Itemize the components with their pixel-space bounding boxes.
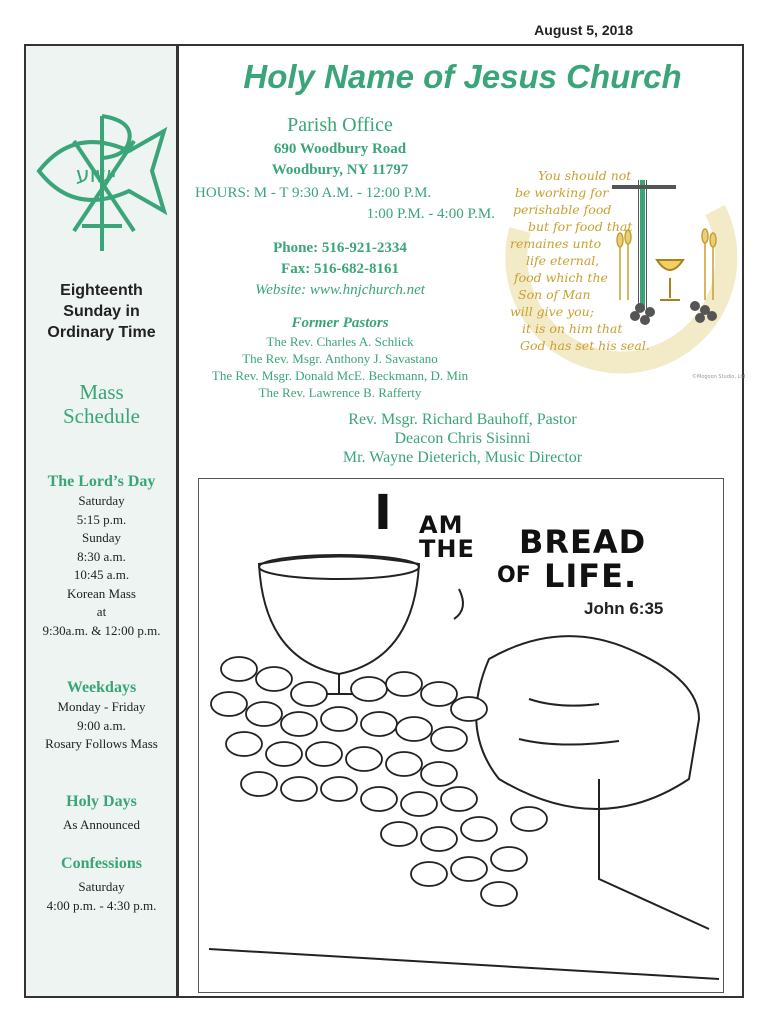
clergy-list [270,410,655,467]
parish-office [190,113,490,181]
svg-text:but for food that: but for food that [528,219,633,234]
pastor: Rev. Msgr. Richard Bauhoff, Pastor [348,411,577,428]
headline-am: AM [419,511,464,539]
former-pastor: The Rev. Lawrence B. Rafferty [258,385,422,400]
svg-text:P: P [119,116,121,117]
address-line-1: 690 Woodbury Road [273,141,407,157]
holy-days-section: Holy Days As Announced [63,793,140,832]
parish-office-heading: Parish Office [287,114,393,136]
eucharist-verse-illustration [500,140,746,390]
svg-text:Son of Man: Son of Man [518,287,591,302]
headline-of: OF [497,563,531,588]
svg-text:You should not: You should not [538,168,632,183]
grape-cluster [211,657,547,906]
mass-schedule-heading: Mass Schedule [63,380,140,428]
sidebar [24,44,179,998]
headline-life: LIFE. [544,557,638,595]
weekdays-section: Weekdays Monday - Friday 9:00 a.m. Rosary Follows Mass [45,679,158,751]
former-pastor: The Rev. Msgr. Anthony J. Savastano [242,351,438,366]
svg-text:will give you;: will give you; [510,304,594,319]
svg-text:©Mogoon Studio, Ltd: ©Mogoon Studio, Ltd [692,374,746,380]
website-link[interactable]: Website: www.hnjchurch.net [255,282,425,298]
lords-day-section: The Lord’s Day Saturday 5:15 p.m. Sunday 8:30 a.m. 10:45 a.m. Korean Mass at 9:30a.m. & 12:00 p.m. [42,473,161,638]
svg-text:it is on him that: it is on him that [522,321,623,336]
chi-rho-fish-icon [34,86,169,256]
headline-i: I [374,485,392,541]
bread-of-life-artwork [198,478,724,993]
bulletin-date: August 5, 2018 [534,22,633,38]
headline-bread: BREAD [519,523,647,561]
svg-text:remaines unto: remaines unto [510,236,602,251]
music-director: Mr. Wayne Dieterich, Music Director [342,449,583,466]
svg-text:food which the: food which the [514,270,608,285]
svg-text:ישוע: ישוע [75,163,117,188]
svg-text:be working for: be working for [515,185,609,200]
contact-info [190,238,490,301]
phone: Phone: 516-921-2334 [273,240,407,256]
chalice-icon [657,260,683,300]
confessions-section: Confessions Saturday 4:00 p.m. - 4:30 p.m. [46,855,157,913]
headline-the: THE [419,535,475,563]
svg-text:God has set his seal.: God has set his seal. [520,338,650,353]
deacon: Deacon Chris Sisinni [394,430,531,447]
liturgical-day: Eighteenth Sunday in Ordinary Time [47,282,156,341]
office-hours: HOURS: M - T 9:30 A.M. - 12:00 P.M. 1:00 P.M. - 4:00 P.M. [195,185,495,222]
address-line-2: Woodbury, NY 11797 [271,162,409,178]
church-title: Holy Name of Jesus Church [243,58,682,95]
scripture-reference: John 6:35 [584,599,664,618]
svg-text:life eternal,: life eternal, [526,253,600,268]
former-pastor: The Rev. Msgr. Donald McE. Beckmann, D. Min [211,368,469,383]
cross-icon [640,180,645,310]
former-pastors: Former Pastors The Rev. Charles A. Schlick The Rev. Msgr. Anthony J. Savastano The Rev. Msgr. Donald McE. Beckmann, D. Min The Rev. Lawrence B. Rafferty [185,313,495,401]
fax: Fax: 516-682-8161 [281,261,399,277]
former-pastor: The Rev. Charles A. Schlick [266,334,414,349]
svg-text:perishable food: perishable food [513,202,612,217]
